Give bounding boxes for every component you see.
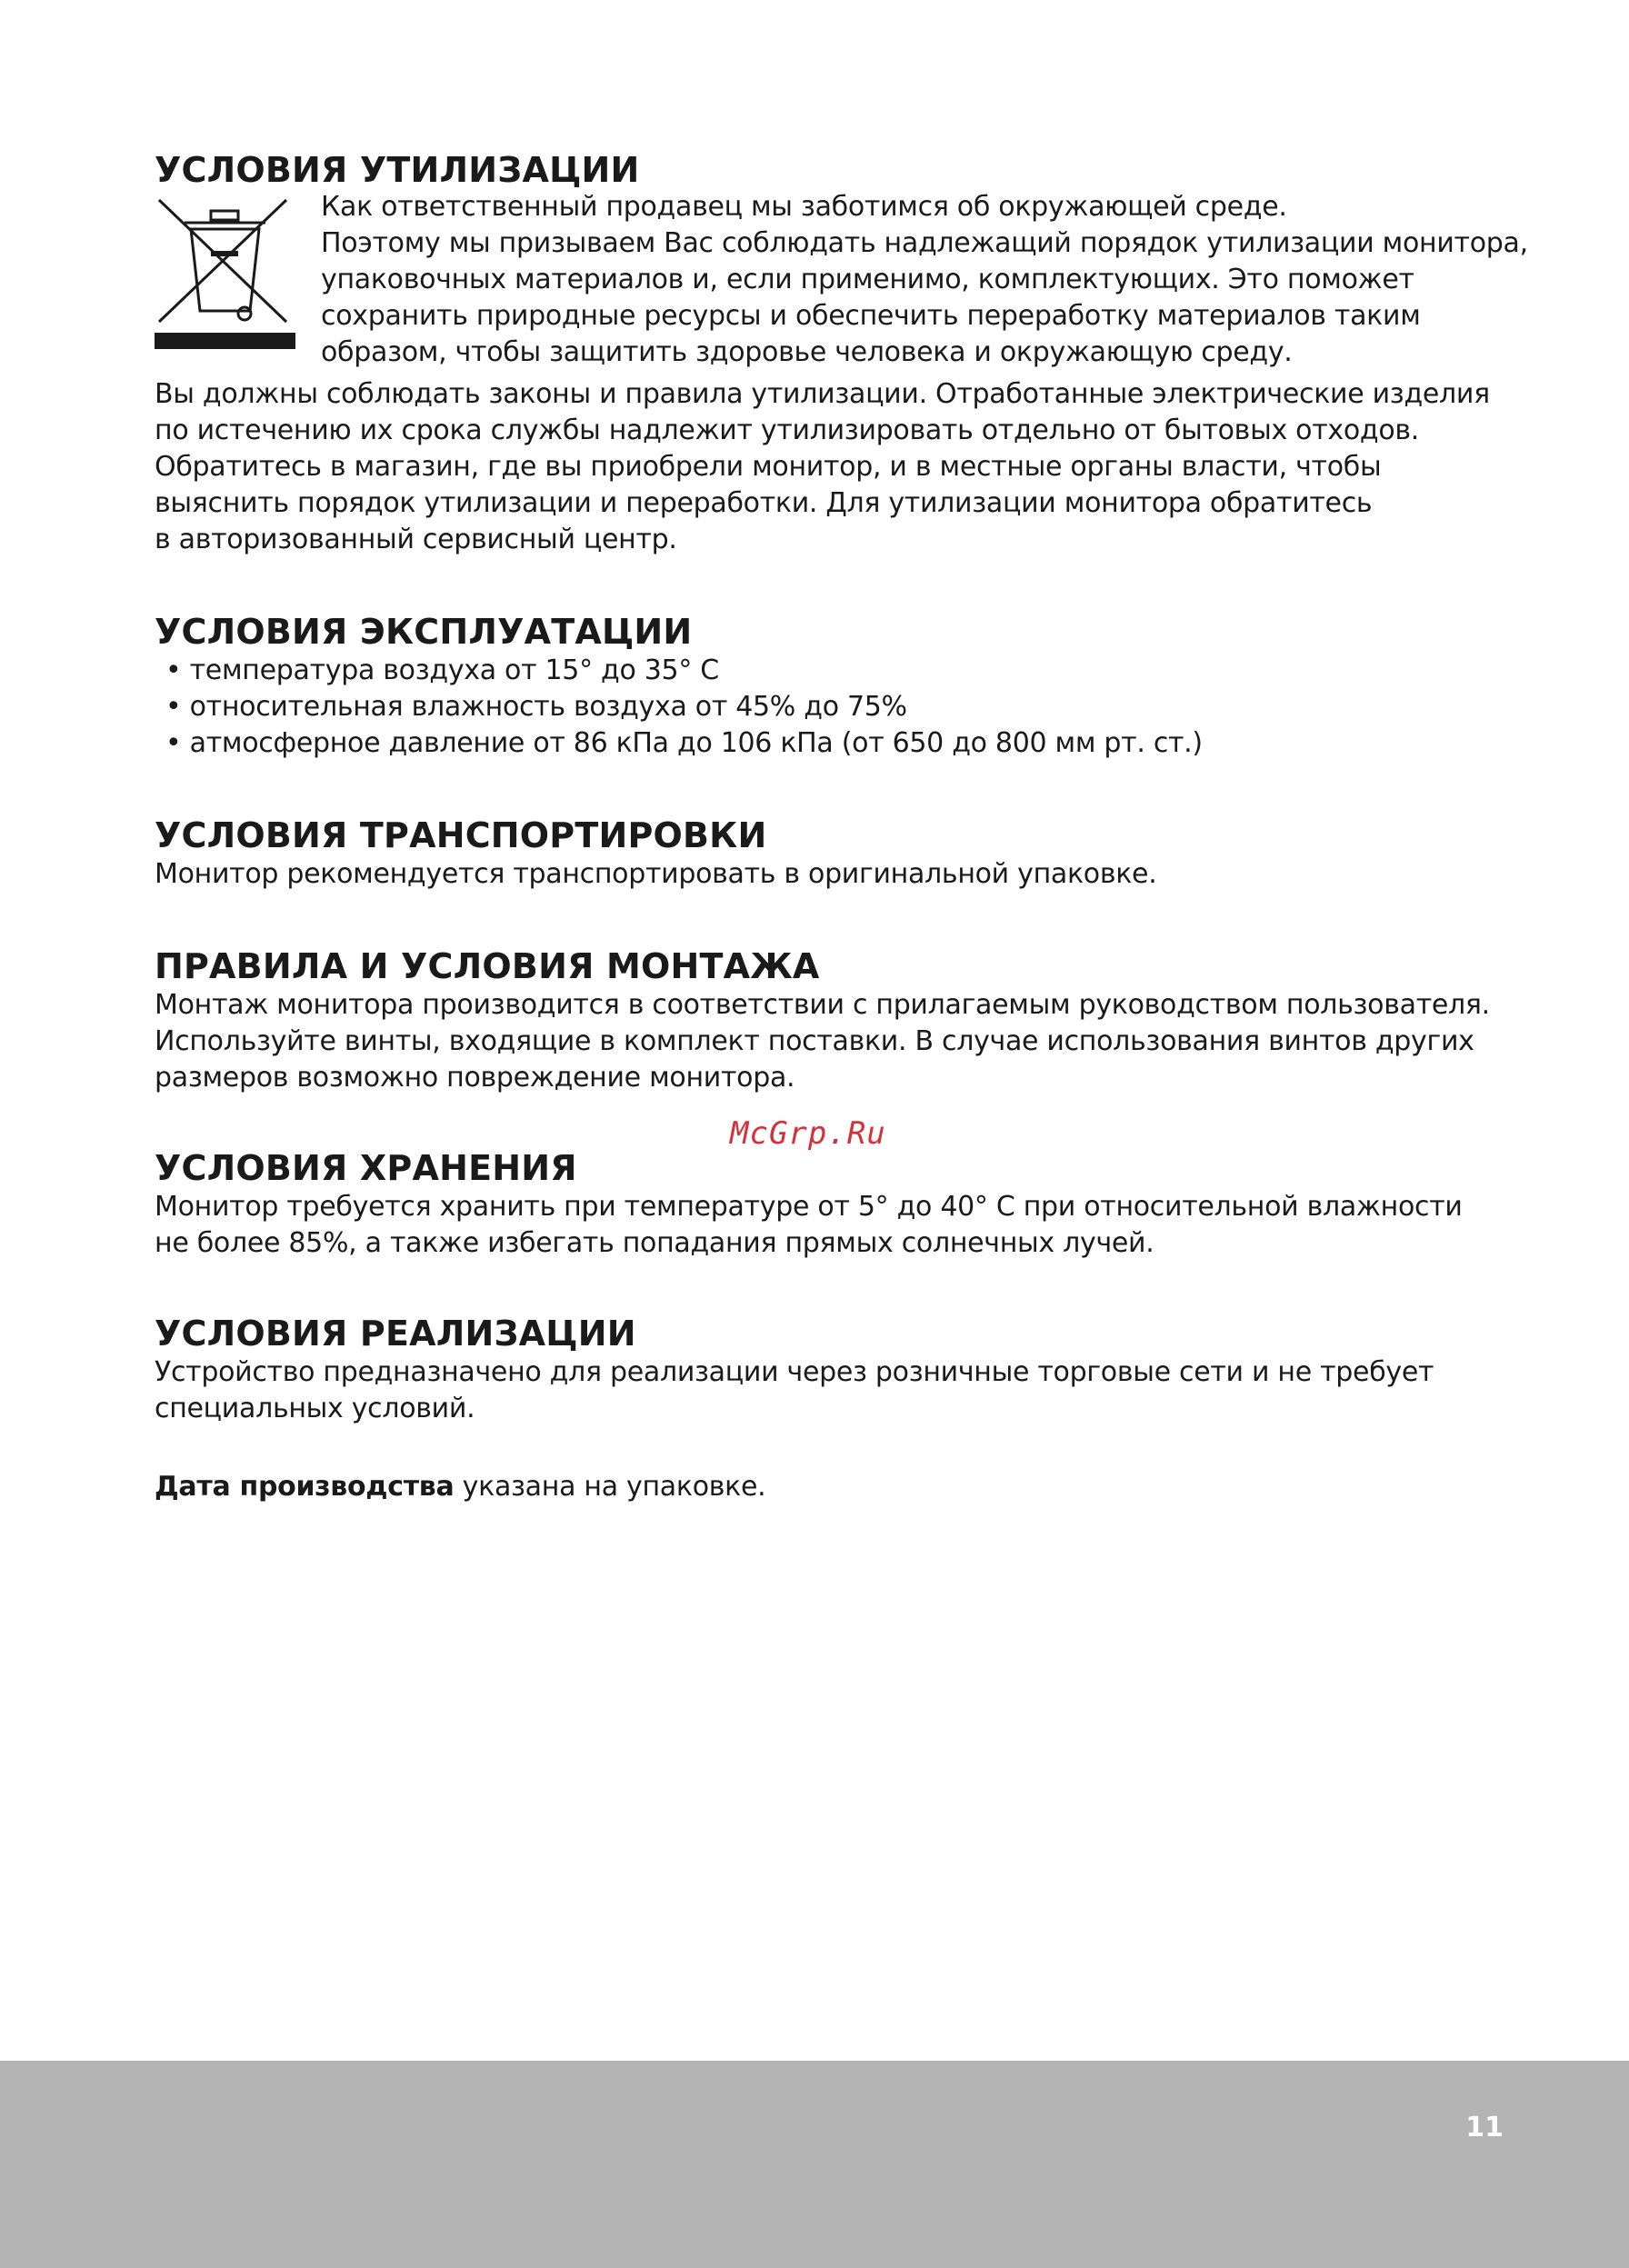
disposal-intro	[321, 189, 1528, 371]
section-title-transport: УСЛОВИЯ ТРАНСПОРТИРОВКИ	[155, 815, 767, 855]
disposal-intro-line: упаковочных материалов и, если применимо, комплектующих. Это поможет	[321, 264, 1414, 295]
production-date-line	[155, 1469, 1509, 1505]
section-disposal	[155, 149, 1528, 555]
disposal-intro-line: Поэтому мы призываем Вас соблюдать надлежащий порядок утилизации монитора,	[321, 227, 1528, 259]
production-date	[155, 1469, 1509, 1505]
sales-line: специальных условий.	[155, 1393, 475, 1424]
production-date-label: Дата производства	[155, 1471, 455, 1503]
transport-line: Монитор рекомендуется транспортировать в оригинальной упаковке.	[155, 858, 1157, 890]
disposal-intro-line: Как ответственный продавец мы заботимся об окружающей среде.	[321, 191, 1287, 223]
disposal-body-line: Вы должны соблюдать законы и правила утилизации. Отработанные электрические изделия	[155, 378, 1490, 410]
section-transport	[155, 814, 1509, 893]
disposal-body-line: по истечению их срока службы надлежит утилизировать отдельно от бытовых отходов.	[155, 415, 1419, 446]
disposal-body-line: выяснить порядок утилизации и переработки. Для утилизации монитора обратитесь	[155, 487, 1373, 519]
mounting-line: размеров возможно повреждение монитора.	[155, 1062, 795, 1094]
sales-line: Устройство предназначено для реализации через розничные торговые сети и не требует	[155, 1356, 1434, 1388]
watermark: McGrp.Ru	[730, 1115, 886, 1152]
section-title-disposal: УСЛОВИЯ УТИЛИЗАЦИИ	[155, 150, 640, 190]
section-storage	[155, 1147, 1509, 1262]
operation-item: • температура воздуха от 15° до 35° С	[165, 654, 719, 686]
section-title-mounting: ПРАВИЛА И УСЛОВИЯ МОНТАЖА	[155, 946, 820, 986]
disposal-intro-line: сохранить природные ресурсы и обеспечить переработку материалов таким	[321, 300, 1421, 332]
section-title-sales: УСЛОВИЯ РЕАЛИЗАЦИИ	[155, 1314, 636, 1354]
operation-item: • относительная влажность воздуха от 45% до 75%	[165, 691, 907, 723]
section-title-operation: УСЛОВИЯ ЭКСПЛУАТАЦИИ	[155, 612, 693, 652]
section-mounting	[155, 945, 1509, 1096]
mounting-line: Используйте винты, входящие в комплект поставки. В случае использования винтов других	[155, 1025, 1474, 1057]
storage-line: Монитор требуется хранить при температуре от 5° до 40° С при относительной влажности	[155, 1191, 1463, 1223]
section-sales	[155, 1313, 1509, 1427]
disposal-body	[155, 376, 1490, 558]
section-title-storage: УСЛОВИЯ ХРАНЕНИЯ	[155, 1148, 577, 1188]
mounting-line: Монтаж монитора производится в соответствии с прилагаемым руководством пользователя.	[155, 989, 1490, 1021]
operation-item: • атмосферное давление от 86 кПа до 106 кПа (от 650 до 800 мм рт. ст.)	[165, 727, 1203, 759]
disposal-body-line: в авторизованный сервисный центр.	[155, 524, 677, 555]
production-date-text: указана на упаковке.	[454, 1471, 766, 1503]
footer-bar	[0, 2061, 1629, 2268]
disposal-body-line: Обратитесь в магазин, где вы приобрели монитор, и в местные органы власти, чтобы	[155, 451, 1382, 483]
storage-line: не более 85%, а также избегать попадания прямых солнечных лучей.	[155, 1227, 1154, 1259]
disposal-intro-line: образом, чтобы защитить здоровье человека и окружающую среду.	[321, 336, 1293, 368]
section-operation	[155, 611, 1509, 762]
crossed-out-wheelie-bin-icon	[155, 193, 295, 351]
page-number: 11	[1465, 2112, 1504, 2143]
